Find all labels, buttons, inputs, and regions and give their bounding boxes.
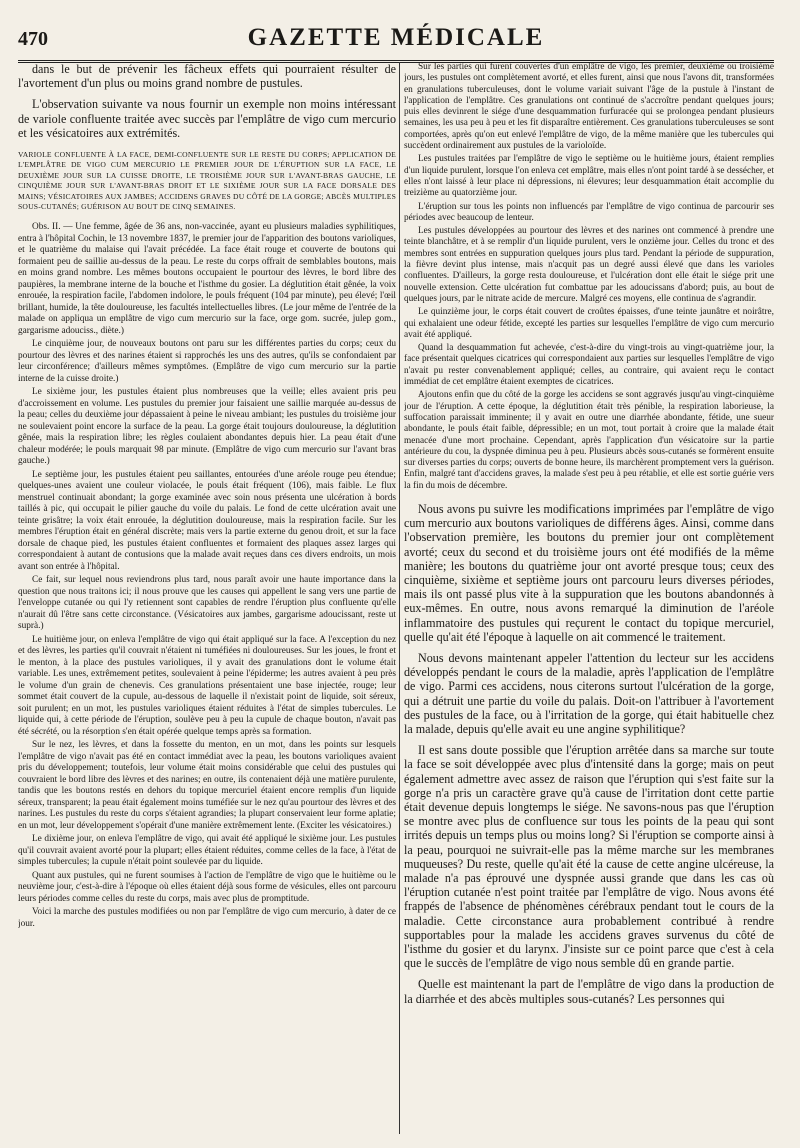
paragraph: Quand la desquammation fut achevée, c'est-à-dire du vingt-trois au vingt-quatrième jour, la face présentait quelques cicatrices qui correspondaient aux parties sur lesquelles l'emplâtre de vigo n'avait pu rester convenablement appliqué; celles, au contraire, qui avaient reçu le contact immédiat de cet emplâtre étaient exemptes de cicatrices. (404, 343, 774, 388)
observation-summary: VARIOLE CONFLUENTE À LA FACE, DEMI-CONFLUENTE SUR LE RESTE DU CORPS; APPLICATION DE L'EMPLÂTRE DE VIGO CUM MERCURIO LE PREMIER JOUR DE L'ÉRUPTION SUR LA FACE, LE DEUXIÈME JOUR SUR LA CUISSE DROITE, LE TROISIÈME JOUR SUR L'AVANT-BRAS GAUCHE, LE CINQUIÈME JOUR SUR L'AVANT-BRAS DROIT ET LE SIXIÈME JOUR SUR LA FACE DORSALE DES MAINS; VÉSICATOIRES AUX JAMBES; ACCIDENS GRAVES DU CÔTÉ DE LA GORGE; ABCÈS MULTIPLES SOUS-CUTANÉS; GUÉRISON AU BOUT DE CINQ SEMAINES. (18, 150, 396, 212)
paragraph: Le huitième jour, on enleva l'emplâtre de vigo qui était appliqué sur la face. A l'exception du nez et des lèvres, les parties qu'il couvrait n'étaient ni tuméfiées ni douloureuses. Sur les joues, le front et le menton, à la place des pustules varioliques, il y avait des granulations dont le volume était variable. Les unes, extrêmement petites, soulevaient à peine l'épiderme; les autres avaient à peu près le volume d'un grain de chenevis. Ces granulations présentaient une base injectée, rouge; leur sommet était couvert de la cupule, au-dessous de laquelle il n'existait point de liquide, soit séreux, soit purulent; en un mot, les pustules varioliques étaient réduites à l'état de simples tubercules. Le liquide qui, à cette période de l'éruption, soulève peu à peu la cupule de chaque bouton, n'avait pas été sécrété, ou la résorption s'en était opérée quelque temps après sa formation. (18, 634, 396, 737)
paragraph: Obs. II. — Une femme, âgée de 36 ans, non-vaccinée, ayant eu plusieurs maladies syphilitiques, entra à l'hôpital Cochin, le 13 novembre 1837, le premier jour de l'apparition des boutons varioliques, et le quatrième du malaise qui l'avait précédée. La face était rouge et couverte de boutons qui formaient peu de saillie au-dessus de la peau. Le reste du corps offrait de semblables boutons, mais en moins grand nombre. Les mêmes boutons occupaient le pourtour des lèvres, le bord libre des paupières, la membrane interne de la bouche et l'isthme du gosier. La déglutition était gênée, la voix enrouée, la respiration facile, l'abdomen indolore, le pouls fréquent (104 par minute), peu élevé; l'œil brillant, humide, la tête douloureuse, les facultés intellectuelles libres. (Le jour même de l'entrée de la malade on appliqua un emplâtre de vigo cum mercurio sur la face, orge gom. sucrée, julep gom., gargarisme adouciss., diète.) (18, 222, 396, 336)
paragraph: Le quinzième jour, le corps était couvert de croûtes épaisses, d'une teinte jaunâtre et noirâtre, qui exhalaient une odeur fétide, excepté les parties sur lesquelles l'emplâtre de vigo cum mercurio avait été appliqué. (404, 307, 774, 340)
journal-title: GAZETTE MÉDICALE (247, 24, 545, 51)
page-number: 470 (18, 28, 48, 50)
paragraph: Sur le nez, les lèvres, et dans la fossette du menton, en un mot, dans les points sur lesquels l'emplâtre de vigo n'avait pas été en contact immédiat avec la peau, les boutons varioliques avaient pris du développement; toutefois, leur volume était moins considérable que celui des pustules qui couvraient le bord libre des lèvres et des narines; en outre, ils contenaient déjà une matière purulente, tandis que les boutons restés en dehors du topique mercuriel étaient encore remplis d'un liquide séreux, transparent; la peau était également moins tuméfiée sur le nez qu'au pourtour des lèvres et des narines. Les pustules du reste du corps s'étaient agrandies; la plupart conservaient leur forme aplatie; en un mot, leur développement s'opérait d'une manière extrêmement lente. (Exciter les vésicatoires.) (18, 740, 396, 831)
paragraph: Le sixième jour, les pustules étaient plus nombreuses que la veille; elles avaient pris peu d'accroissement en volume. Les pustules du premier jour faisaient une saillie marquée au-dessus de la peau; celles du deuxième jour dépassaient à peine le niveau ambiant; les pustules du troisième jour ne soulevaient point encore la surface de la peau. La gorge était toujours douloureuse, la déglutition gênée, mais la respiration libre; les règles coulaient abondantes depuis hier. La peau était d'une chaleur modérée; le pouls marquait 98 par minute. (Emplâtre de vigo cum mercurio sur l'avant bras gauche.) (18, 387, 396, 467)
paragraph: Il est sans doute possible que l'éruption arrêtée dans sa marche sur toute la face se soit développée avec plus d'intensité dans la gorge; mais on peut également admettre avec assez de raison que l'éruption qui s'est faite sur la gorge n'a pris un caractère grave qu'à cause de l'irritation dont cette partie était devenue depuis longtemps le siége. Ne savons-nous pas que l'éruption se montre avec plus de confluence sur tous les points de la peau qui sont irrités depuis un temps plus ou moins long? Si l'éruption se comporte ainsi à la peau, pourquoi ne suivrait-elle pas la même marche sur les membranes muqueuses? Du reste, quelle qu'ait été la cause de cette angine ulcéreuse, la malade n'a pas éprouvé une dyspnée aussi grande que dans les cas où l'éruption cutanée n'est point traitée par l'emplâtre de vigo. Nous avons été frappés de l'absence de phénomènes cérébraux pendant tout le cours de la maladie. Cette circonstance aura probablement contribué à rendre supportables pour la malade les accidens graves survenus du côté de l'isthme du gosier et du larynx. J'insiste sur ce point parce que c'est à cela que le succès de l'emplâtre de vigo nous semble dû en grande partie. (404, 743, 774, 971)
paragraph: L'éruption sur tous les points non influencés par l'emplâtre de vigo continua de parcourir ses périodes avec beaucoup de lenteur. (404, 201, 774, 223)
paragraph: Ajoutons enfin que du côté de la gorge les accidens se sont aggravés jusqu'au vingt-cinquième jour de l'éruption. A cette époque, la déglutition était très pénible, la respiration laborieuse, la suffocation paraissait imminente; il y avait en outre une diarrhée abondante, fétide, une sueur abondante, le pouls était faible, dépressible; en un mot, tout portait à croire que la malade était menacée d'une mort prochaine. Cependant, après l'application d'un vésicatoire sur la partie antérieure du cou, la dyspnée diminua peu à peu. Plusieurs abcès sous-cutanés se formèrent ensuite sur diverses parties du corps; ouverts de bonne heure, ils marchèrent promptement vers la guérison. Enfin, malgré tant d'accidens graves, la malade s'est peu à peu rétablie, et elle est sortie guérie vers la fin du mois de décembre. (404, 390, 774, 491)
paragraph: Sur les parties qui furent couvertes d'un emplâtre de vigo, les premier, deuxième ou troisième jours, les pustules ont complètement avorté, et elles furent, ainsi que nous l'avons dit, transformées en granulations tuberculeuses, dont le volume variait suivant l'âge de la pustule à l'instant de l'application de l'emplâtre. Ces granulations ont continué de s'accroître pendant quelques jours; puis elles devinrent le siége d'une desquammation furfuracée qui se prolongea pendant plusieurs semaines, les usa peu à peu et les fit disparaître entièrement. Ces granulations tuberculeuses se sont comportées, après qu'on eut enlevé l'emplâtre de vigo, de la même manière que les tubercules qui succèdent ordinairement aux pustules de la varioloïde. (404, 62, 774, 152)
paragraph: Nous avons pu suivre les modifications imprimées par l'emplâtre de vigo cum mercurio aux boutons varioliques de différens âges. Ainsi, comme dans l'observation première, les boutons du premier jour ont complètement avorté; ceux du second et du troisième jours ont été modifiés de la même manière; les boutons du quatrième jour ont avorté presque tous; ceux des cinquième, sixième et septième jours ont parcouru leurs diverses périodes, mais ils ont passé plus vite à la suppuration que les boutons abandonnés à eux-mêmes. En outre, nous avons remarqué la diminution de l'aréole inflammatoire des pustules qui reçurent le contact du topique mercuriel, quelle qu'ait été l'époque à laquelle on ait commencé le traitement. (404, 501, 774, 644)
paragraph: dans le but de prévenir les fâcheux effets qui pourraient résulter de l'avortement d'un plus ou moins grand nombre de pustules. (18, 62, 396, 91)
paragraph: Les pustules traitées par l'emplâtre de vigo le septième ou le huitième jours, étaient remplies d'un liquide purulent, lorsque l'on enleva cet emplâtre, mais elles n'ont point tardé à se dessécher, et elles n'ont laissé à leur place ni dépressions, ni élevures; leur desquammation était accomplie du treizième au quatorzième jour. (404, 154, 774, 199)
text-columns (18, 62, 774, 1144)
paragraph: Le cinquième jour, de nouveaux boutons ont paru sur les différentes parties du corps; ceux du pourtour des lèvres et des narines étaient si rapprochés les uns des autres, qu'ils se confondaient par leur circonférence; d'ailleurs mêmes symptômes. (Emplâtre de vigo cum mercurio sur la partie interne de la cuisse droite.) (18, 339, 396, 384)
paragraph: Le dixième jour, on enleva l'emplâtre de vigo, qui avait été appliqué le sixième jour. Les pustules qu'il couvrait avaient avorté pour la plupart; elles étaient réduites, comme celles de la face, à l'état de simples tubercules; la cupule n'était point soulevée par du liquide. (18, 834, 396, 868)
paragraph: Quelle est maintenant la part de l'emplâtre de vigo dans la production de la diarrhée et des abcès multiples sous-cutanés? Les personnes qui (404, 977, 774, 1006)
paragraph: Les pustules développées au pourtour des lèvres et des narines ont commencé à prendre une teinte blanchâtre, et à se remplir d'un liquide purulent, vers le onzième jour. Celles du tronc et des membres sont entrées en suppuration quelques jours plus tard. Pendant la période de suppuration, la fièvre devint plus intense, mais n'acquit pas un degré aussi élevé que dans les varioles confluentes. D'ailleurs, la gorge resta douloureuse, et l'ulcération dont elle était le siége prit une nouvelle extension. Cette ulcération fut combattue par les adoucissans d'abord; puis, au bout de quelques jours, par le nitrate acide de mercure. Malgré ces moyens, elle continua de s'agrandir. (404, 226, 774, 304)
paragraph: Ce fait, sur lequel nous reviendrons plus tard, nous paraît avoir une haute importance dans la question que nous traitons ici; il nous prouve que les causes qui appellent le sang vers une partie de l'enveloppe cutanée ou qui l'y retiennent sont capables de rendre l'éruption plus confluente qu'elle n'aurait dû l'être sans cette circonstance. (Vésicatoires aux jambes, gargarisme adoucissant, reste ut suprà.) (18, 575, 396, 632)
paragraph: Voici la marche des pustules modifiées ou non par l'emplâtre de vigo cum mercurio, à dater de ce jour. (18, 907, 396, 929)
column-divider (399, 62, 400, 1134)
paragraph: Nous devons maintenant appeler l'attention du lecteur sur les accidens développés pendant le cours de la maladie, après l'application de l'emplâtre de vigo. Parmi ces accidens, nous citerons surtout l'ulcération de la gorge, qui a détruit une partie du voile du palais. Doit-on l'attribuer à l'avortement des pustules de la face, ou à l'irritation de la gorge, qui était habituelle chez la malade, depuis qu'elle avait eu une angine syphilitique? (404, 651, 774, 737)
right-column (404, 62, 774, 1144)
paragraph: L'observation suivante va nous fournir un exemple non moins intéressant de variole confluente traitée avec succès par l'emplâtre de vigo cum mercurio et les vésicatoires aux extrémités. (18, 97, 396, 140)
page-header (18, 14, 774, 63)
paragraph: Le septième jour, les pustules étaient peu saillantes, entourées d'une aréole rouge peu étendue; quelques-unes avaient une couleur violacée, le pouls était fréquent (106), mais faible. Le flux menstruel continuait abondant; la gorge examinée avec soin nous présenta une ulcération à bords taillés à pic, qui occupait le pilier gauche du voile du palais. Le fond de cette ulcération avait une teinte grisâtre; la voix était enrouée, la déglutition douloureuse, mais la respiration facile. Sur les membres l'éruption était en général discrète; mais vers la partie externe du genou droit, et sur la face dorsale de chaque pied, les pustules étaient confluentes et formaient des plaques assez larges qui correspondaient à autant de contusions que la malade avait reçues dans ces divers endroits, un mois avant son entrée à l'hôpital. (18, 469, 396, 572)
left-column (18, 62, 396, 1144)
paragraph: Quant aux pustules, qui ne furent soumises à l'action de l'emplâtre de vigo que le huitième ou le neuvième jour, c'est-à-dire à l'époque où elles étaient déjà sous forme de vésicules, elles ont parcouru leurs périodes comme celles du reste du corps, mais avec plus de promptitude. (18, 870, 396, 904)
